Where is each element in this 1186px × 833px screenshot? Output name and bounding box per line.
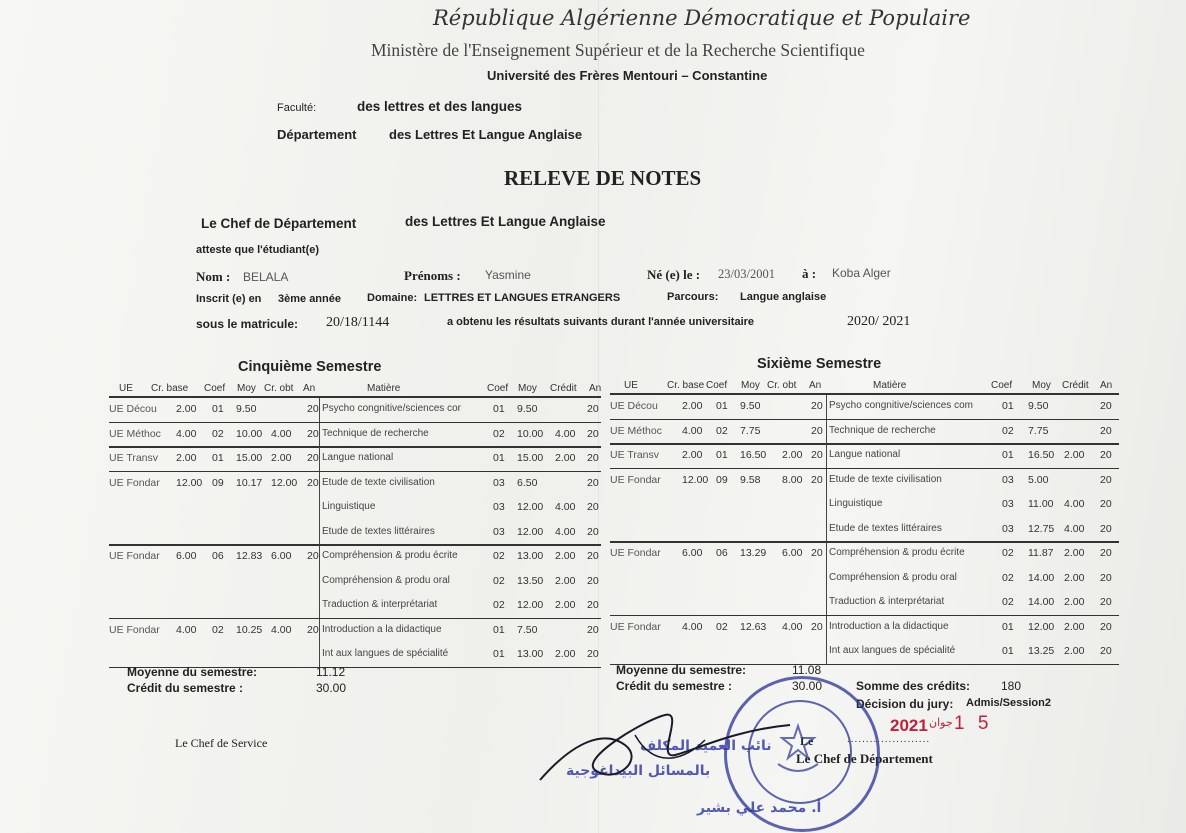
matiere-coef: 02 <box>493 427 505 440</box>
col-header-an2: An <box>589 383 602 394</box>
matiere-moyenne: 6.50 <box>517 476 538 489</box>
ue-name: UE Fondar <box>109 550 160 562</box>
ue-moyenne: 15.00 <box>236 452 263 464</box>
col-header-credit: Crédit <box>550 383 577 394</box>
matiere-coef: 01 <box>493 648 505 660</box>
matiere-coef: 01 <box>1002 620 1014 633</box>
matiere-name: Etude de textes littéraires <box>322 525 435 537</box>
ue-name: UE Transv <box>610 449 660 461</box>
group-rule <box>610 419 1119 421</box>
matiere-coef: 01 <box>1002 645 1014 657</box>
matiere-moyenne: 14.00 <box>1028 596 1055 608</box>
col-header-ue: UE <box>119 383 133 394</box>
chef-dept-signature-label: Le Chef de Département <box>796 751 933 766</box>
arabic-stamp-line3: أ. محمد علي بشير <box>697 800 822 816</box>
matiere-coef: 01 <box>1002 400 1014 412</box>
sem5-moyenne-label: Moyenne du semestre: <box>127 665 258 679</box>
group-rule <box>109 471 601 473</box>
matiere-name: Compréhension & produ oral <box>829 571 957 583</box>
matiere-moyenne: 16.50 <box>1028 449 1055 461</box>
col-header-moy: Moy <box>237 383 256 394</box>
ue-moyenne: 9.50 <box>236 403 257 415</box>
matiere-name: Etude de texte civilisation <box>322 476 435 488</box>
stamp-date-day: 1 5 <box>954 713 993 734</box>
ue-divider <box>826 469 827 543</box>
ue-divider <box>826 542 827 616</box>
matiere-name: Technique de recherche <box>322 427 429 439</box>
decision-label: Décision du jury: <box>856 697 954 711</box>
matiere-moyenne: 12.00 <box>1028 620 1055 633</box>
ue-name: UE Décou <box>610 400 658 412</box>
matiere-name: Compréhension & produ écrite <box>322 550 458 561</box>
sem6-credit-label: Crédit du semestre : <box>616 679 733 693</box>
group-rule <box>109 422 601 424</box>
matiere-annee: 20 <box>587 525 599 538</box>
ue-coef: 09 <box>716 473 728 486</box>
parcours-label: Parcours: <box>667 291 719 303</box>
ue-credit-base: 4.00 <box>176 427 197 440</box>
matiere-name: Traduction & interprétariat <box>322 599 438 610</box>
matiere-annee: 20 <box>587 550 599 562</box>
col-header-coef: Coef <box>204 383 226 394</box>
matiere-coef: 02 <box>493 574 505 587</box>
page-title: RELEVE DE NOTES <box>504 166 702 190</box>
matiere-coef: 02 <box>493 599 505 611</box>
col-header-moy2: Moy <box>1032 380 1051 391</box>
nom-label: Nom : <box>196 269 231 284</box>
matiere-annee: 20 <box>1100 400 1112 412</box>
col-header-matiere: Matière <box>367 383 401 394</box>
col-header-an: An <box>303 383 316 394</box>
col-header-coef: Coef <box>706 380 728 391</box>
header-rule <box>109 396 601 398</box>
ue-annee: 20 <box>811 449 823 461</box>
ue-name: UE Fondar <box>610 473 661 486</box>
sem5-credit-value: 30.00 <box>316 681 347 695</box>
matiere-credit: 4.00 <box>555 501 576 513</box>
matiere-credit: 4.00 <box>555 427 576 440</box>
ue-divider <box>319 619 320 668</box>
ue-divider <box>826 420 827 445</box>
ue-credit-obtenu: 4.00 <box>782 620 803 633</box>
group-rule <box>109 544 601 546</box>
matiere-annee: 20 <box>587 427 599 440</box>
ue-credit-obtenu: 2.00 <box>782 449 803 461</box>
matiere-credit: 4.00 <box>1064 522 1085 535</box>
matiere-annee: 20 <box>1100 571 1112 584</box>
faculty-label: Faculté: <box>277 102 317 114</box>
matiere-name: Etude de texte civilisation <box>829 473 942 485</box>
matiere-annee: 20 <box>1100 645 1112 657</box>
ue-divider <box>826 444 827 469</box>
matiere-credit: 2.00 <box>1064 620 1085 633</box>
matiere-name: Introduction a la didactique <box>322 623 442 635</box>
matiere-moyenne: 12.75 <box>1028 522 1055 535</box>
ue-coef: 06 <box>716 547 728 559</box>
ue-coef: 02 <box>212 623 224 636</box>
matiere-moyenne: 7.50 <box>517 623 538 636</box>
chef-label: Le Chef de Département <box>201 216 357 231</box>
ue-credit-base: 4.00 <box>682 620 703 633</box>
ne-label: Né (e) le : <box>647 267 701 282</box>
matiere-credit: 2.00 <box>1064 547 1085 559</box>
ue-credit-obtenu: 6.00 <box>782 547 803 559</box>
matiere-coef: 03 <box>493 501 505 513</box>
sem5-title: Cinquième Semestre <box>238 359 382 375</box>
republic-heading: République Algérienne Démocratique et Populaire <box>433 6 971 30</box>
ue-credit-base: 2.00 <box>682 400 703 412</box>
ue-credit-obtenu: 4.00 <box>271 427 292 440</box>
matiere-coef: 02 <box>1002 596 1014 608</box>
ministry-heading: Ministère de l'Enseignement Supérieur et de la Recherche Scientifique <box>371 40 865 60</box>
matiere-credit: 2.00 <box>1064 645 1085 657</box>
ue-name: UE Fondar <box>109 476 160 489</box>
group-rule <box>109 618 601 620</box>
matiere-annee: 20 <box>1100 449 1112 461</box>
col-header-moy2: Moy <box>518 383 537 394</box>
matiere-coef: 02 <box>493 550 505 562</box>
ue-credit-obtenu: 12.00 <box>271 476 298 489</box>
ue-annee: 20 <box>307 476 319 489</box>
decision-value: Admis/Session2 <box>966 697 1051 709</box>
ue-coef: 01 <box>212 403 224 415</box>
ue-moyenne: 12.83 <box>236 550 263 562</box>
matiere-moyenne: 12.00 <box>517 501 544 513</box>
group-rule <box>610 615 1119 617</box>
matiere-coef: 03 <box>1002 498 1014 510</box>
col-header-an2: An <box>1100 380 1113 391</box>
matiere-moyenne: 13.25 <box>1028 645 1055 657</box>
matiere-annee: 20 <box>587 452 599 464</box>
matiere-name: Technique de recherche <box>829 424 936 436</box>
matiere-name: Compréhension & produ écrite <box>829 547 965 558</box>
ue-annee: 20 <box>811 547 823 559</box>
col-header-cr_base: Cr. base <box>151 383 189 394</box>
ue-annee: 20 <box>811 473 823 486</box>
matiere-annee: 20 <box>587 599 599 611</box>
ue-moyenne: 9.50 <box>740 400 761 412</box>
matricule-label: sous le matricule: <box>196 317 299 331</box>
matiere-moyenne: 15.00 <box>517 452 544 464</box>
sem6-title: Sixième Semestre <box>757 356 882 372</box>
matiere-name: Langue national <box>322 452 394 463</box>
matiere-annee: 20 <box>587 648 599 660</box>
ue-divider <box>319 545 320 619</box>
sem6-moyenne-value: 11.08 <box>792 663 822 677</box>
ue-credit-obtenu: 4.00 <box>271 623 292 636</box>
ue-credit-base: 2.00 <box>682 449 703 461</box>
matiere-coef: 02 <box>1002 547 1014 559</box>
ue-coef: 01 <box>716 400 728 412</box>
matiere-moyenne: 13.00 <box>517 550 544 562</box>
prenom-value: Yasmine <box>485 268 531 282</box>
ue-credit-base: 6.00 <box>176 550 197 562</box>
somme-value: 180 <box>1001 679 1022 693</box>
matiere-credit: 2.00 <box>1064 596 1085 608</box>
ue-name: UE Fondar <box>610 620 661 633</box>
domaine-label: Domaine: <box>367 292 418 304</box>
matiere-annee: 20 <box>587 623 599 636</box>
le-label: Le <box>800 734 814 748</box>
matiere-name: Etude de textes littéraires <box>829 522 942 534</box>
parcours-value: Langue anglaise <box>740 291 827 303</box>
matiere-moyenne: 9.50 <box>517 403 538 415</box>
arabic-stamp-line1: نائب العميد المكلف <box>640 738 772 754</box>
prenom-label: Prénoms : <box>404 268 461 283</box>
stamp-date-month: جوان <box>929 717 953 729</box>
domaine-value: LETTRES ET LANGUES ETRANGERS <box>424 292 621 304</box>
matiere-annee: 20 <box>587 501 599 513</box>
date-dots: ...................... <box>847 734 931 745</box>
ue-annee: 20 <box>307 623 319 636</box>
ue-credit-obtenu: 8.00 <box>782 473 803 486</box>
matiere-moyenne: 14.00 <box>1028 571 1055 584</box>
faculty-value: des lettres et des langues <box>357 99 523 114</box>
matiere-name: Compréhension & produ oral <box>322 574 450 586</box>
ue-coef: 02 <box>716 620 728 633</box>
inscrit-label: Inscrit (e) en <box>196 293 262 305</box>
chef-service-label: Le Chef de Service <box>175 736 268 750</box>
ue-moyenne: 10.17 <box>236 476 263 489</box>
ue-name: UE Fondar <box>610 547 661 559</box>
matiere-name: Psycho congnitive/sciences cor <box>322 403 461 414</box>
ue-annee: 20 <box>307 452 319 464</box>
matiere-annee: 20 <box>587 403 599 415</box>
matiere-credit: 2.00 <box>555 599 576 611</box>
ue-annee: 20 <box>307 403 319 415</box>
ue-coef: 09 <box>212 476 224 489</box>
matiere-coef: 01 <box>493 452 505 464</box>
stamp-date-year: 2021 <box>890 716 928 735</box>
inscrit-value: 3ème année <box>278 293 341 305</box>
col-header-credit: Crédit <box>1062 380 1089 391</box>
ue-coef: 01 <box>212 452 224 464</box>
ue-name: UE Transv <box>109 452 159 464</box>
matiere-name: Linguistique <box>322 501 376 512</box>
header-rule <box>610 393 1119 395</box>
ue-name: UE Méthoc <box>109 427 161 440</box>
ue-credit-base: 12.00 <box>176 476 203 489</box>
ue-divider <box>319 472 320 546</box>
signature-icon <box>535 700 795 790</box>
ue-annee: 20 <box>307 550 319 562</box>
ue-credit-base: 2.00 <box>176 452 197 464</box>
a-value: Koba Alger <box>832 266 891 280</box>
matiere-name: Traduction & interprétariat <box>829 596 945 607</box>
col-header-matiere: Matière <box>873 380 907 391</box>
ue-credit-base: 4.00 <box>176 623 197 636</box>
ue-divider <box>319 398 320 423</box>
somme-label: Somme des crédits: <box>856 679 971 693</box>
ue-annee: 20 <box>811 400 823 412</box>
matiere-moyenne: 9.50 <box>1028 400 1049 412</box>
matiere-credit: 2.00 <box>555 550 576 562</box>
col-header-cr_obt: Cr. obt <box>767 380 797 391</box>
matiere-annee: 20 <box>1100 596 1112 608</box>
matiere-coef: 03 <box>1002 473 1014 486</box>
ue-name: UE Fondar <box>109 623 160 636</box>
matiere-annee: 20 <box>587 476 599 489</box>
matiere-credit: 2.00 <box>1064 449 1085 461</box>
sem5-moyenne-value: 11.12 <box>316 665 346 679</box>
ue-moyenne: 10.25 <box>236 623 263 636</box>
university-heading: Université des Frères Mentouri – Constantine <box>487 68 768 83</box>
matiere-annee: 20 <box>1100 522 1112 535</box>
matiere-coef: 02 <box>1002 571 1014 584</box>
ue-coef: 06 <box>212 550 224 562</box>
col-header-cr_base: Cr. base <box>667 380 705 391</box>
ue-moyenne: 7.75 <box>740 424 761 437</box>
ue-divider <box>319 447 320 472</box>
ue-annee: 20 <box>307 427 319 440</box>
matiere-credit: 2.00 <box>555 574 576 587</box>
ue-credit-base: 4.00 <box>682 424 703 437</box>
department-value: des Lettres Et Langue Anglaise <box>389 127 583 142</box>
matiere-moyenne: 11.87 <box>1028 547 1054 559</box>
ue-annee: 20 <box>811 620 823 633</box>
ue-moyenne: 9.58 <box>740 473 761 486</box>
ue-credit-obtenu: 2.00 <box>271 452 292 464</box>
sem6-credit-value: 30.00 <box>792 679 823 693</box>
matiere-name: Langue national <box>829 449 901 460</box>
matiere-annee: 20 <box>1100 498 1112 510</box>
col-header-cr_obt: Cr. obt <box>264 383 294 394</box>
matiere-coef: 03 <box>493 476 505 489</box>
matiere-moyenne: 12.00 <box>517 525 544 538</box>
matiere-coef: 02 <box>1002 424 1014 437</box>
matricule-value: 20/18/1144 <box>326 315 390 330</box>
group-rule <box>610 541 1119 543</box>
matiere-annee: 20 <box>1100 620 1112 633</box>
ue-divider <box>826 616 827 665</box>
group-rule <box>610 468 1119 470</box>
chef-dept: des Lettres Et Langue Anglaise <box>405 214 606 229</box>
ue-coef: 02 <box>716 424 728 437</box>
sem5-credit-label: Crédit du semestre : <box>127 681 244 695</box>
group-rule <box>610 443 1119 445</box>
ue-divider <box>826 395 827 420</box>
matiere-name: Psycho congnitive/sciences com <box>829 400 973 411</box>
ue-divider <box>319 423 320 448</box>
matiere-name: Introduction a la didactique <box>829 620 949 632</box>
matiere-annee: 20 <box>587 574 599 587</box>
matiere-credit: 2.00 <box>555 648 576 660</box>
ue-coef: 01 <box>716 449 728 461</box>
obtenu-text: a obtenu les résultats suivants durant l'année universitaire <box>447 316 755 328</box>
matiere-credit: 4.00 <box>1064 498 1085 510</box>
group-rule <box>109 446 601 448</box>
matiere-annee: 20 <box>1100 547 1112 559</box>
matiere-coef: 01 <box>1002 449 1014 461</box>
col-header-moy: Moy <box>741 380 760 391</box>
matiere-coef: 01 <box>493 403 505 415</box>
nom-value: BELALA <box>243 270 289 284</box>
matiere-moyenne: 5.00 <box>1028 473 1049 486</box>
ue-name: UE Décou <box>109 403 157 415</box>
col-header-ue: UE <box>624 380 638 391</box>
ne-value: 23/03/2001 <box>718 267 775 281</box>
department-label: Département <box>277 127 357 142</box>
ue-credit-base: 2.00 <box>176 403 197 415</box>
matiere-name: Linguistique <box>829 498 883 509</box>
matiere-credit: 2.00 <box>1064 571 1085 584</box>
ue-moyenne: 16.50 <box>740 449 767 461</box>
matiere-moyenne: 12.00 <box>517 599 544 611</box>
matiere-name: Int aux langues de spécialité <box>829 645 956 656</box>
arabic-stamp-line2: بالمسائل البيداغوجية <box>566 763 711 779</box>
ue-credit-base: 6.00 <box>682 547 703 559</box>
ue-moyenne: 10.00 <box>236 427 263 440</box>
matiere-moyenne: 7.75 <box>1028 424 1049 437</box>
col-header-coef2: Coef <box>487 383 509 394</box>
ue-moyenne: 13.29 <box>740 547 767 559</box>
ue-coef: 02 <box>212 427 224 440</box>
a-label: à : <box>802 266 817 281</box>
col-header-an: An <box>809 380 822 391</box>
matiere-credit: 2.00 <box>555 452 576 464</box>
matiere-annee: 20 <box>1100 424 1112 437</box>
matiere-moyenne: 13.00 <box>517 648 544 660</box>
matiere-coef: 03 <box>493 525 505 538</box>
ue-moyenne: 12.63 <box>740 620 767 633</box>
matiere-annee: 20 <box>1100 473 1112 486</box>
ue-annee: 20 <box>811 424 823 437</box>
annee-value: 2020/ 2021 <box>847 314 911 329</box>
matiere-coef: 03 <box>1002 522 1014 535</box>
matiere-moyenne: 10.00 <box>517 427 544 440</box>
ue-credit-base: 12.00 <box>682 473 709 486</box>
sem6-moyenne-label: Moyenne du semestre: <box>616 663 747 677</box>
ue-credit-obtenu: 6.00 <box>271 550 292 562</box>
matiere-coef: 01 <box>493 623 505 636</box>
atteste-text: atteste que l'étudiant(e) <box>196 244 320 256</box>
matiere-moyenne: 11.00 <box>1028 498 1054 510</box>
col-header-coef2: Coef <box>991 380 1013 391</box>
ue-name: UE Méthoc <box>610 424 662 437</box>
matiere-credit: 4.00 <box>555 525 576 538</box>
matiere-name: Int aux langues de spécialité <box>322 648 449 659</box>
matiere-moyenne: 13.50 <box>517 574 544 587</box>
